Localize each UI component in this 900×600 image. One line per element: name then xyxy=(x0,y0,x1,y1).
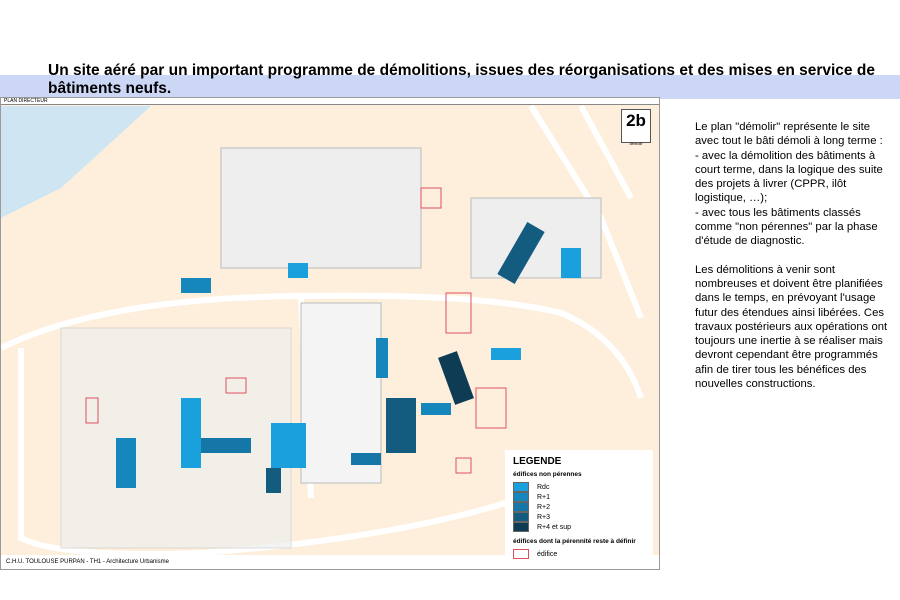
north-buildings xyxy=(221,148,421,268)
legend-item: Rdc xyxy=(513,482,653,492)
badge-subtitle: démolir xyxy=(629,141,643,146)
legend-item: R+4 et sup xyxy=(513,522,653,532)
legend-title: LEGENDE xyxy=(513,456,562,467)
river xyxy=(1,106,151,218)
legend-item: R+3 xyxy=(513,512,653,522)
map-footer: C.H.U. TOULOUSE PURPAN - TH1 - Architecture Urbanisme xyxy=(1,555,659,569)
legend-item: R+1 xyxy=(513,492,653,502)
description-paragraph-2: Les démolitions à venir sont nombreuses et doivent être planifiées dans le temps, en prévoyant l'usage futur des étendues ainsi libérées. Ces travaux postérieurs aux opérations ont toujours une inertie à se réaliser mais devront cependant être programmés afin de tirer tous les bénéfices des nouvelles constructions. xyxy=(695,263,888,391)
legend-item: R+2 xyxy=(513,502,653,512)
description-text xyxy=(695,120,895,405)
map-header: PLAN DIRECTEUR xyxy=(1,98,659,105)
badge-number: 2b xyxy=(626,111,646,130)
west-buildings xyxy=(61,328,291,548)
slide-title: Un site aéré par un important programme de démolitions, issues des réorganisations et des mises en service de bâtiments neufs. xyxy=(48,62,875,97)
plan-badge xyxy=(621,109,651,146)
description-paragraph-1: Le plan "démolir" représente le site avec tout le bâti démoli à long terme : - avec la démolition des bâtiments à court terme, dans la logique des suite des projets à livrer (CPPR, ilôt logistique, …); - avec tous les bâtiments classés comme "non pérennes" par la phase d'étude de diagnostic. xyxy=(695,121,883,248)
legend-group-non-perennial: édifices non pérennes xyxy=(513,471,582,478)
legend-item: édifice xyxy=(513,549,653,559)
legend-group-undetermined: édifices dont la pérennité reste à définir xyxy=(513,538,636,545)
map-legend xyxy=(505,450,653,568)
